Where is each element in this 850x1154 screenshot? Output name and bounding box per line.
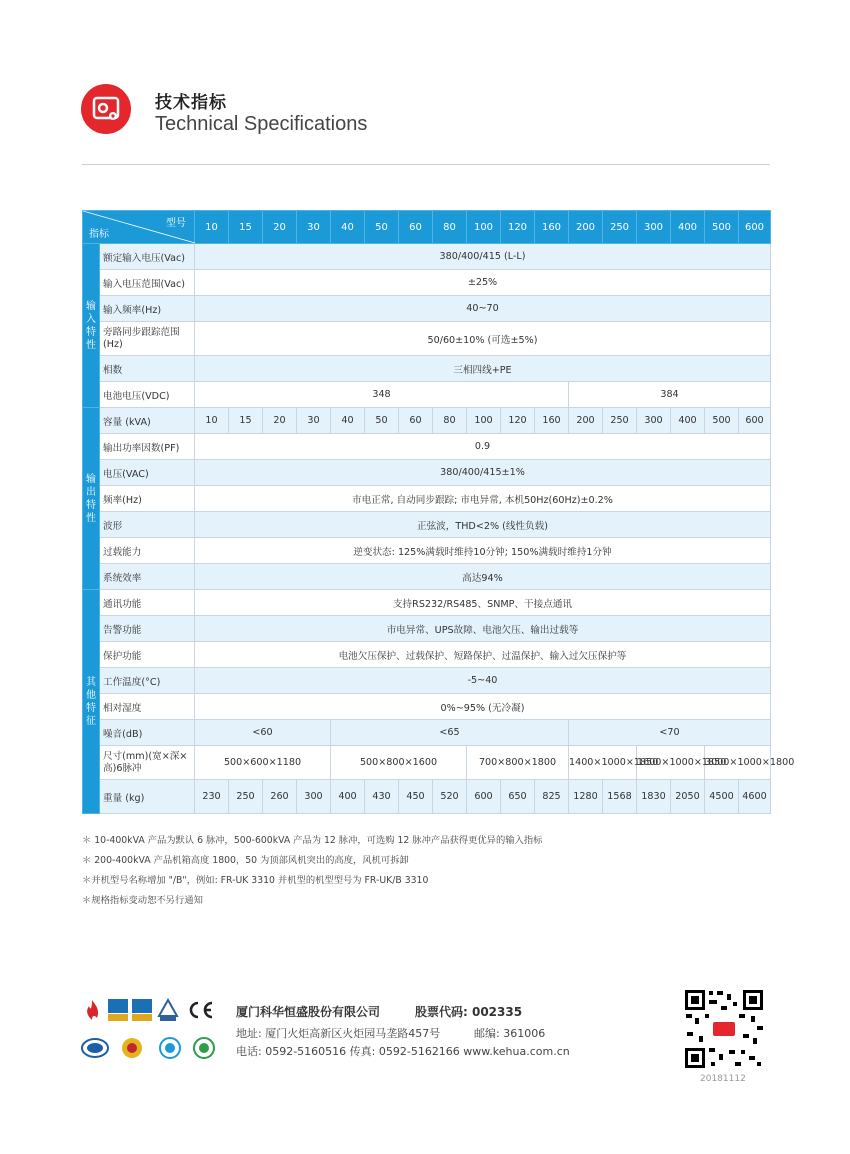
row-value: 700×800×1800 [467, 746, 569, 780]
row-value: 高达94% [195, 564, 771, 590]
weight-cell: 4500 [705, 780, 739, 814]
corner-model-label: 型号 [166, 218, 186, 229]
table-row [83, 694, 771, 720]
row-value: 384 [569, 382, 771, 408]
row-value: 50/60±10% (可选±5%) [195, 322, 771, 356]
postal-code: 邮编: 361006 [474, 1027, 546, 1040]
weight-cell: 1830 [637, 780, 671, 814]
table-row [83, 486, 771, 512]
table-row [83, 296, 771, 322]
table-row [83, 356, 771, 382]
capacity-cell: 500 [705, 408, 739, 434]
row-value: 0%~95% (无冷凝) [195, 694, 771, 720]
capacity-cell: 40 [331, 408, 365, 434]
table-row [83, 270, 771, 296]
capacity-cell: 600 [739, 408, 771, 434]
table-row [83, 460, 771, 486]
model-header: 40 [331, 211, 365, 244]
row-value: ±25% [195, 270, 771, 296]
row-label: 容量 (kVA) [100, 408, 195, 434]
capacity-cell: 15 [229, 408, 263, 434]
footnote: ＊规格指标变动恕不另行通知 [82, 895, 203, 906]
quality-cert-icon [107, 998, 129, 1022]
flame-logo [81, 998, 103, 1022]
row-value: 1600×1000×1850 [637, 746, 705, 780]
table-row [83, 642, 771, 668]
table-row [83, 746, 771, 780]
tuv-icon [157, 998, 179, 1022]
model-header: 600 [739, 211, 771, 244]
table-row [83, 590, 771, 616]
table-row [83, 382, 771, 408]
table-row [83, 434, 771, 460]
row-label: 频率(Hz) [100, 486, 195, 512]
table-row [83, 512, 771, 538]
row-label: 波形 [100, 512, 195, 538]
page-subtitle: Technical Specifications [155, 113, 368, 135]
model-header: 50 [365, 211, 399, 244]
row-label: 输入频率(Hz) [100, 296, 195, 322]
row-label: 工作温度(°C) [100, 668, 195, 694]
row-label: 电压(VAC) [100, 460, 195, 486]
weight-cell: 650 [501, 780, 535, 814]
weight-cell: 300 [297, 780, 331, 814]
footnote: ＊ 200-400kVA 产品机箱高度 1800，50 为顶部风机突出的高度，风机可拆卸 [82, 855, 409, 866]
group-output-label: 输出特性 [83, 408, 100, 590]
row-label: 重量 (kg) [100, 780, 195, 814]
row-label: 额定输入电压(Vac) [100, 244, 195, 270]
group-input-label: 输入特性 [83, 244, 100, 408]
company-address: 地址: 厦门火炬高新区火炬园马垄路457号 [236, 1027, 441, 1040]
row-value: 3000×1000×1800 [705, 746, 771, 780]
row-value: 500×800×1600 [331, 746, 467, 780]
capacity-cell: 160 [535, 408, 569, 434]
row-value: 348 [195, 382, 569, 408]
corner-cell [83, 211, 195, 244]
print-code: 20181112 [700, 1074, 746, 1084]
row-value: 0.9 [195, 434, 771, 460]
weight-cell: 430 [365, 780, 399, 814]
row-value: <65 [331, 720, 569, 746]
row-value: 500×600×1180 [195, 746, 331, 780]
model-header: 15 [229, 211, 263, 244]
model-header: 30 [297, 211, 331, 244]
weight-cell: 1568 [603, 780, 637, 814]
row-value: 逆变状态: 125%满载时维持10分钟; 150%满载时维持1分钟 [195, 538, 771, 564]
row-label: 过载能力 [100, 538, 195, 564]
row-label: 系统效率 [100, 564, 195, 590]
model-header: 10 [195, 211, 229, 244]
row-value: 正弦波，THD<2% (线性负载) [195, 512, 771, 538]
model-header: 60 [399, 211, 433, 244]
model-header: 200 [569, 211, 603, 244]
row-value: 380/400/415±1% [195, 460, 771, 486]
weight-cell: 600 [467, 780, 501, 814]
footnote: ＊ 10-400kVA 产品为默认 6 脉冲，500-600kVA 产品为 12 脉冲，可选购 12 脉冲产品获得更优异的输入指标 [82, 835, 543, 846]
weight-cell: 2050 [671, 780, 705, 814]
model-header: 80 [433, 211, 467, 244]
row-value: 380/400/415 (L-L) [195, 244, 771, 270]
row-label: 尺寸(mm)(宽×深×高)6脉冲 [100, 746, 195, 780]
model-header: 20 [263, 211, 297, 244]
row-label: 相对湿度 [100, 694, 195, 720]
weight-cell: 1280 [569, 780, 603, 814]
row-value: <60 [195, 720, 331, 746]
row-value: -5~40 [195, 668, 771, 694]
ce-mark-icon [185, 998, 215, 1022]
certification-logos [81, 998, 221, 1064]
table-row [83, 720, 771, 746]
table-row [83, 322, 771, 356]
gold-seal-icon [121, 1036, 143, 1060]
blue-seal-icon [159, 1036, 181, 1060]
tlc-icon [81, 1036, 109, 1060]
model-header: 400 [671, 211, 705, 244]
table-row [83, 780, 771, 814]
row-label: 输入电压范围(Vac) [100, 270, 195, 296]
capacity-cell: 250 [603, 408, 637, 434]
row-label: 输出功率因数(PF) [100, 434, 195, 460]
quality-cert-icon [131, 998, 153, 1022]
model-header: 300 [637, 211, 671, 244]
table-row [83, 564, 771, 590]
table-row [83, 244, 771, 270]
capacity-cell: 10 [195, 408, 229, 434]
company-name: 厦门科华恒盛股份有限公司 [236, 1005, 381, 1019]
model-header: 500 [705, 211, 739, 244]
table-row [83, 538, 771, 564]
group-other-label: 其他特征 [83, 590, 100, 814]
row-value: 1400×1000×1850 [569, 746, 637, 780]
row-label: 告警功能 [100, 616, 195, 642]
row-label: 噪音(dB) [100, 720, 195, 746]
page-title: 技术指标 [155, 93, 227, 113]
capacity-cell: 200 [569, 408, 603, 434]
capacity-cell: 80 [433, 408, 467, 434]
row-value: 电池欠压保护、过载保护、短路保护、过温保护、输入过欠压保护等 [195, 642, 771, 668]
capacity-cell: 100 [467, 408, 501, 434]
row-label: 电池电压(VDC) [100, 382, 195, 408]
row-value: <70 [569, 720, 771, 746]
weight-cell: 260 [263, 780, 297, 814]
capacity-cell: 300 [637, 408, 671, 434]
capacity-cell: 50 [365, 408, 399, 434]
row-label: 通讯功能 [100, 590, 195, 616]
row-value: 三相四线+PE [195, 356, 771, 382]
weight-cell: 250 [229, 780, 263, 814]
table-row [83, 616, 771, 642]
spec-table [82, 210, 795, 814]
weight-cell: 825 [535, 780, 569, 814]
row-label: 相数 [100, 356, 195, 382]
model-header: 120 [501, 211, 535, 244]
gear-icon [81, 84, 131, 134]
footnotes [82, 831, 772, 911]
weight-cell: 230 [195, 780, 229, 814]
row-value: 市电异常、UPS故障、电池欠压、输出过载等 [195, 616, 771, 642]
capacity-cell: 30 [297, 408, 331, 434]
table-row [83, 668, 771, 694]
footnote: ＊并机型号名称增加 "/B"，例如: FR-UK 3310 并机型的机型型号为 FR-UK/B 3310 [82, 875, 429, 886]
stock-code: 股票代码: 002335 [415, 1005, 523, 1019]
contact-info: 电话: 0592-5160516 传真: 0592-5162166 www.kehua.com.cn [236, 1045, 570, 1058]
row-value: 支持RS232/RS485、SNMP、干接点通讯 [195, 590, 771, 616]
row-value: 40~70 [195, 296, 771, 322]
row-value: 市电正常, 自动同步跟踪; 市电异常, 本机50Hz(60Hz)±0.2% [195, 486, 771, 512]
capacity-cell: 60 [399, 408, 433, 434]
model-header: 100 [467, 211, 501, 244]
weight-cell: 400 [331, 780, 365, 814]
capacity-cell: 400 [671, 408, 705, 434]
weight-cell: 4600 [739, 780, 771, 814]
table-row [83, 408, 771, 434]
weight-cell: 520 [433, 780, 467, 814]
weight-cell: 450 [399, 780, 433, 814]
capacity-cell: 20 [263, 408, 297, 434]
qr-code-icon [683, 988, 765, 1070]
model-header-row [83, 211, 771, 244]
green-seal-icon [193, 1036, 215, 1060]
row-label: 旁路同步跟踪范围(Hz) [100, 322, 195, 356]
model-header: 250 [603, 211, 637, 244]
row-label: 保护功能 [100, 642, 195, 668]
spec-header-icon [81, 84, 131, 134]
capacity-cell: 120 [501, 408, 535, 434]
header-divider [82, 164, 770, 165]
corner-spec-label: 指标 [89, 229, 109, 240]
model-header: 160 [535, 211, 569, 244]
